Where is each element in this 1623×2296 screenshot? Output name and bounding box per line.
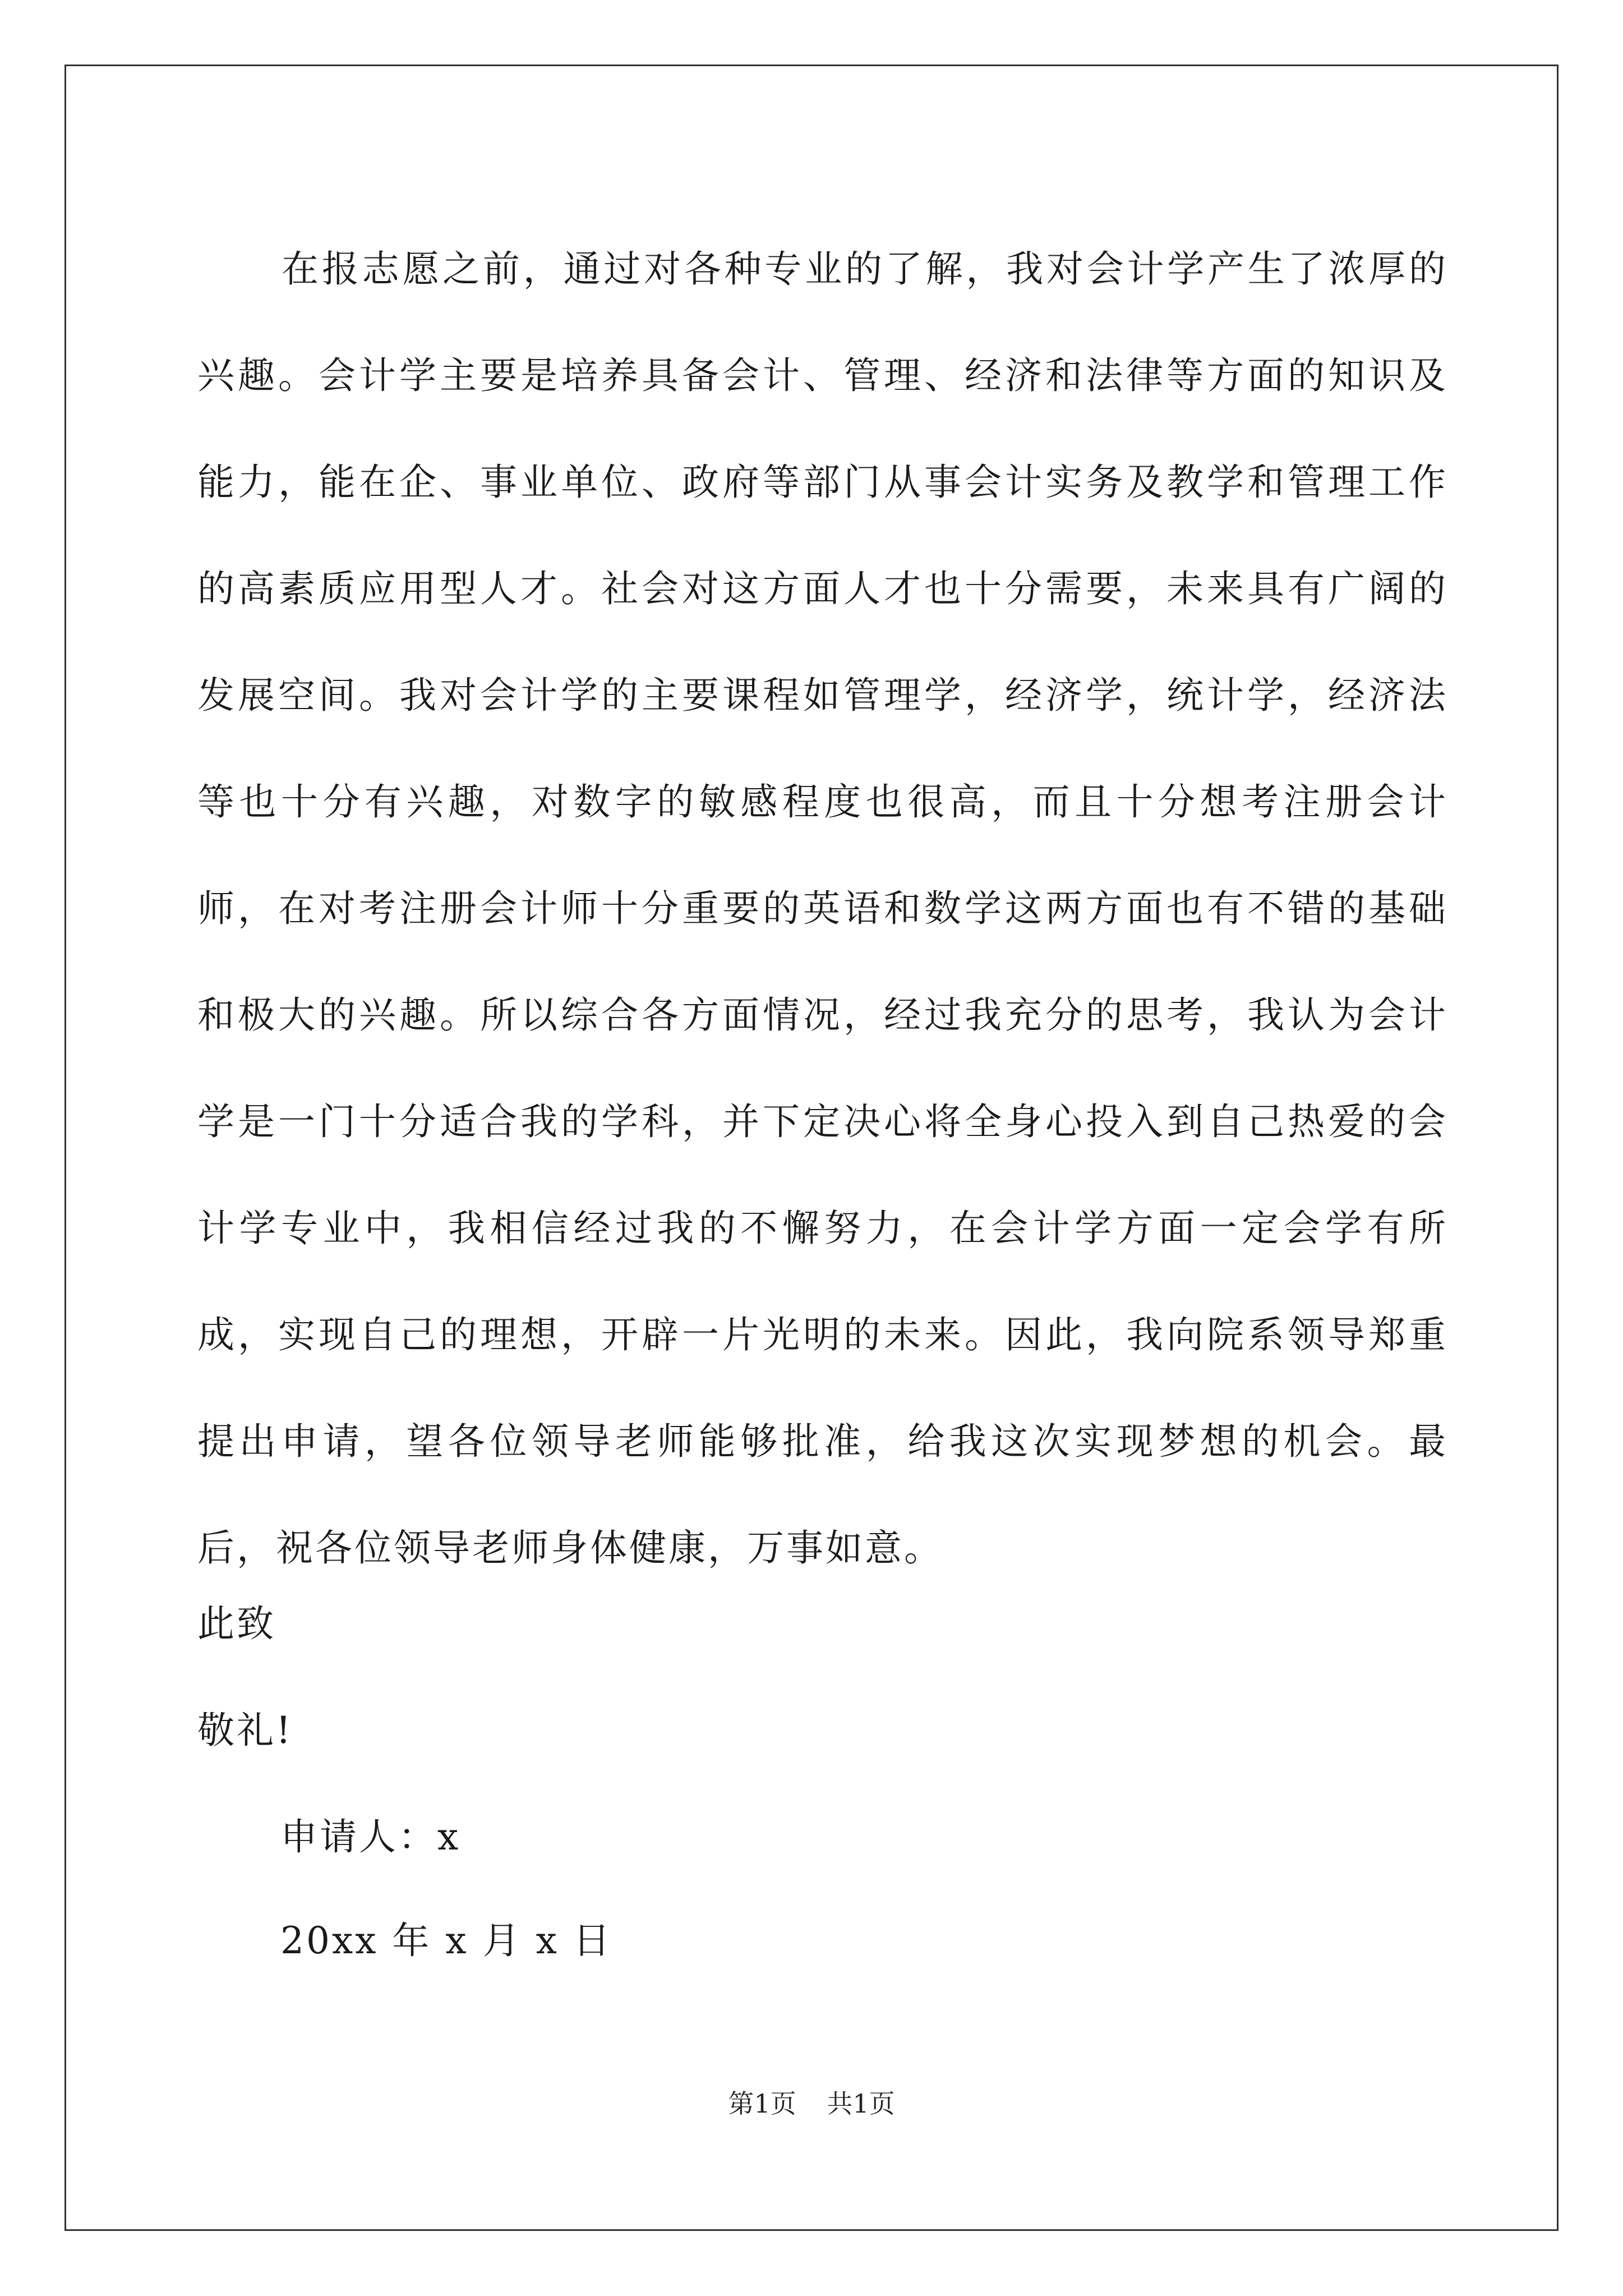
letter-salutation: 敬礼! xyxy=(197,1709,293,1752)
page-number-current: 第1页 xyxy=(728,2088,796,2119)
letter-date: 20xx 年 x 月 x 日 xyxy=(280,1919,612,1962)
letter-body-paragraph: 在报志愿之前，通过对各种专业的了解，我对会计学产生了浓厚的兴趣。会计学主要是培养具备会计、管理、经济和法律等方面的知识及能力，能在企、事业单位、政府等部门从事会计实务及教学和管理工作的高素质应用型人才。社会对这方面人才也十分需要，未来具有广阔的发展空间。我对会计学的主要课程如管理学，经济学，统计学，经济法等也十分有兴趣，对数字的敏感程度也很高，而且十分想考注册会计师，在对考注册会计师十分重要的英语和数学这两方面也有不错的基础和极大的兴趣。所以综合各方面情况，经过我充分的思考，我认为会计学是一门十分适合我的学科，并下定决心将全身心投入到自己热爱的会计学专业中，我相信经过我的不懈努力，在会计学方面一定会学有所成，实现自己的理想，开辟一片光明的未来。因此，我向院系领导郑重提出申请，望各位领导老师能够批准，给我这次实现梦想的机会。最后，祝各位领导老师身体健康，万事如意。 xyxy=(197,247,1448,1570)
page-footer xyxy=(0,2087,1623,2120)
letter-closing: 此致 xyxy=(197,1602,276,1645)
page-number-total: 共1页 xyxy=(827,2088,895,2119)
applicant-signature: 申请人：x xyxy=(280,1815,461,1858)
